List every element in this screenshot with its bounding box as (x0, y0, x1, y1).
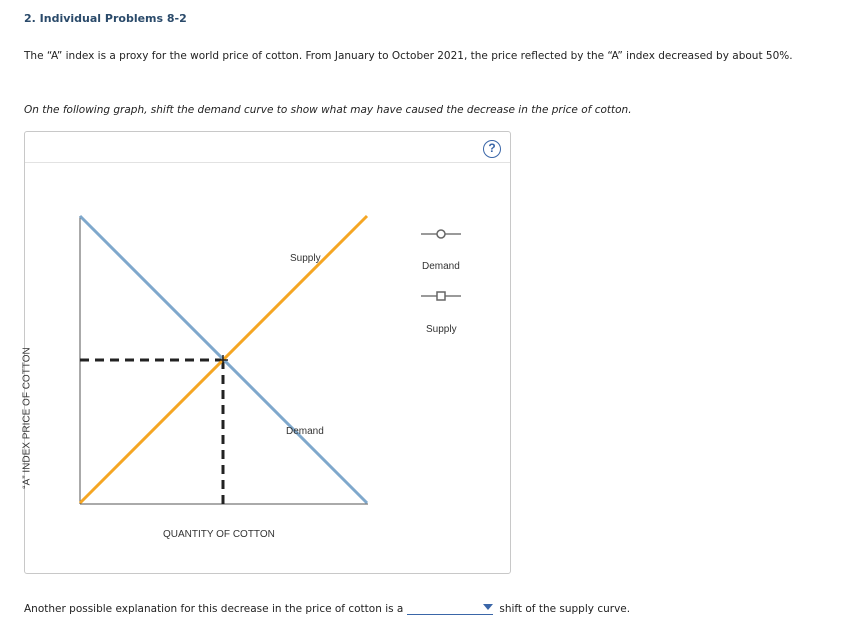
graph-area[interactable] (25, 132, 512, 575)
question-text-before: Another possible explanation for this decrease in the price of cotton is a (24, 603, 404, 615)
demand-tool-icon[interactable] (421, 230, 461, 238)
x-axis-label: QUANTITY OF COTTON (163, 529, 275, 540)
supply-curve-label: Supply (290, 253, 321, 264)
question-text-after: shift of the supply curve. (499, 603, 631, 615)
instruction-text: On the following graph, shift the demand curve to show what may have caused the decrease in the price of cotton. (24, 104, 632, 116)
question-sentence (24, 601, 630, 615)
chevron-down-icon (483, 604, 493, 610)
graph-panel: ? “A” INDEX PRICE OF COTTON QUANTITY OF COTTON Supply Demand Demand Supply (24, 131, 511, 574)
demand-tool-label: Demand (422, 261, 460, 272)
help-icon[interactable]: ? (483, 140, 501, 158)
supply-tool-icon[interactable] (421, 292, 461, 300)
intro-text: The “A” index is a proxy for the world price of cotton. From January to October 2021, the price reflected by the “A” index decreased by about 50%. (24, 50, 793, 62)
shift-direction-dropdown[interactable] (407, 601, 493, 615)
demand-curve-label: Demand (286, 426, 324, 437)
problem-heading: 2. Individual Problems 8-2 (24, 12, 187, 25)
supply-tool-label: Supply (426, 324, 457, 335)
